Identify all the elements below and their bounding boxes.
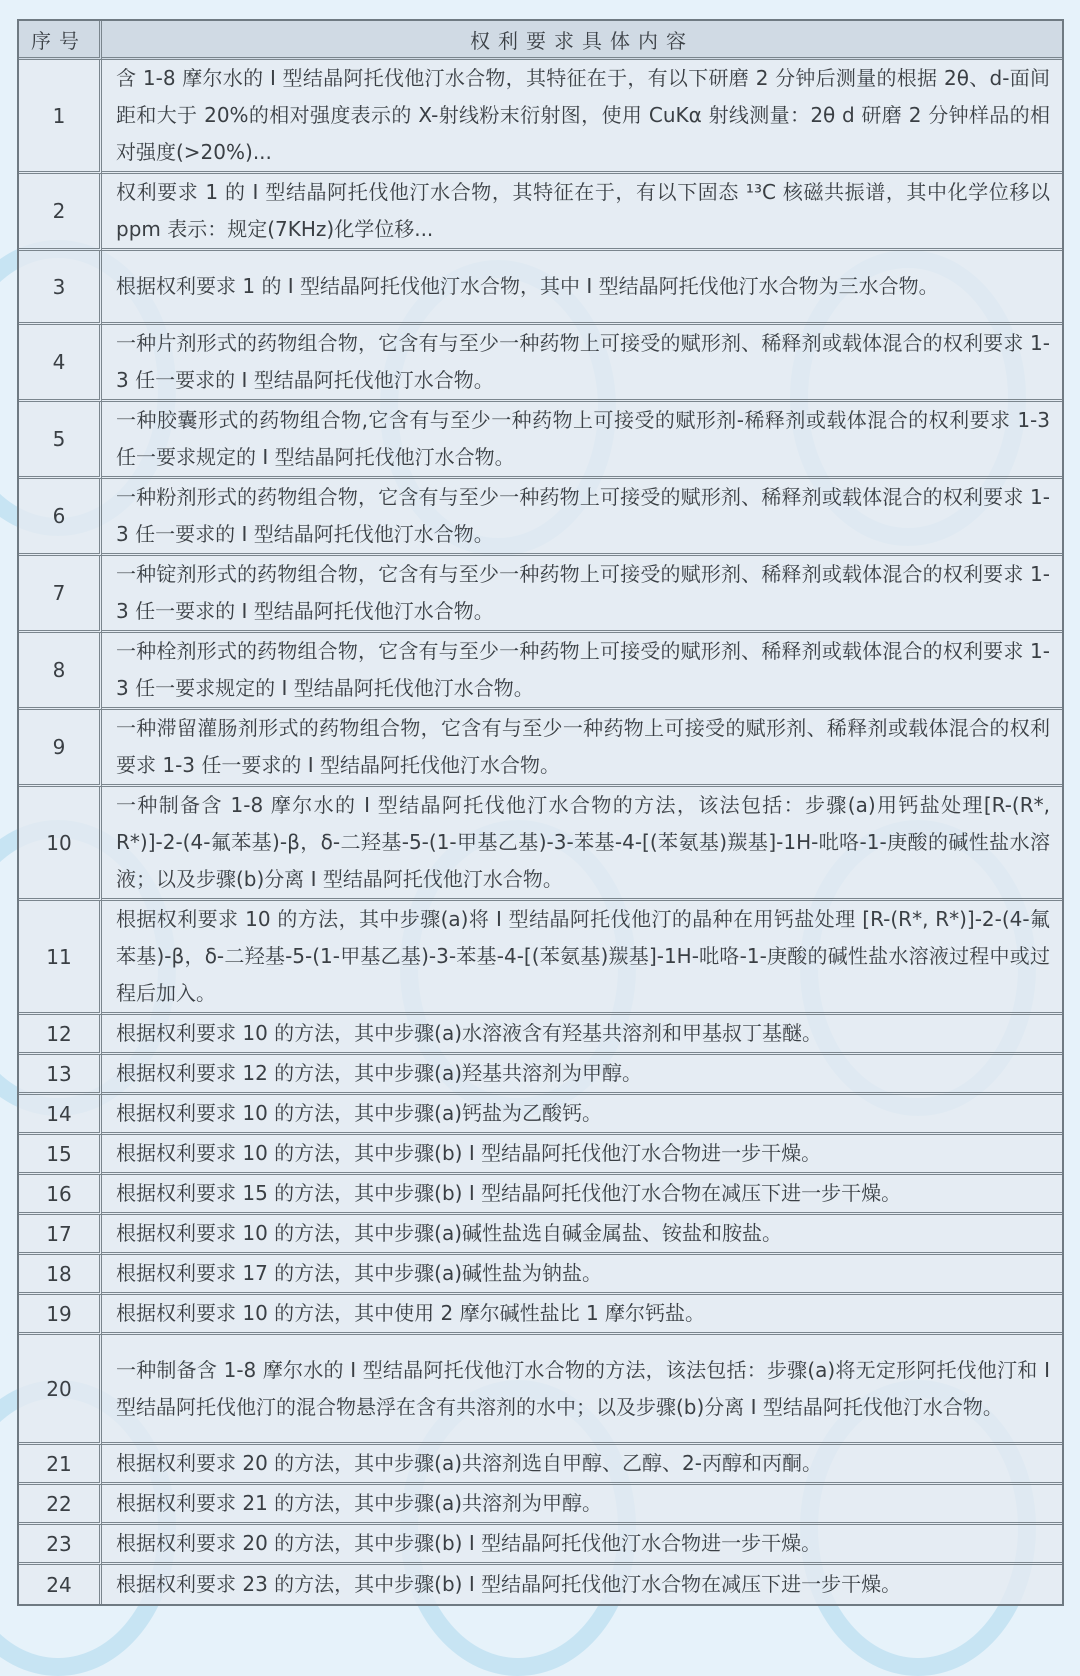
- claim-text: 根据权利要求 10 的方法，其中步骤(a)将 I 型结晶阿托伐他汀的晶种在用钙盐处理 [R-(R*, R*)]-2-(4-氟苯基)-β，δ-二羟基-5-(1-甲基乙基)-3-苯基-4-[(苯氨基)羰基]-1H-吡咯-1-庚酸的碱性盐水溶液过程中或过程后加入。: [102, 901, 1062, 1015]
- claim-number: 11: [19, 901, 102, 1015]
- claim-number: 23: [19, 1525, 102, 1565]
- table-row: [19, 1215, 1062, 1255]
- table-row: [19, 174, 1062, 251]
- table-row: [19, 787, 1062, 901]
- table-row: [19, 1525, 1062, 1565]
- header-claim-content: 权利要求具体内容: [102, 21, 1062, 60]
- claim-number: 16: [19, 1175, 102, 1215]
- table-row: [19, 901, 1062, 1015]
- claim-number: 24: [19, 1565, 102, 1604]
- claim-number: 13: [19, 1055, 102, 1095]
- claim-number: 10: [19, 787, 102, 901]
- table-row: [19, 1565, 1062, 1604]
- claim-text: 一种制备含 1-8 摩尔水的 I 型结晶阿托伐他汀水合物的方法，该法包括：步骤(a)将无定形阿托伐他汀和 I 型结晶阿托伐他汀的混合物悬浮在含有共溶剂的水中；以及步骤(b)分离 I 型结晶阿托伐他汀水合物。: [102, 1335, 1062, 1445]
- claim-number: 2: [19, 174, 102, 251]
- table-row: [19, 479, 1062, 556]
- table-row: [19, 402, 1062, 479]
- claim-text: 根据权利要求 10 的方法，其中步骤(a)水溶液含有羟基共溶剂和甲基叔丁基醚。: [102, 1015, 1062, 1055]
- claim-number: 9: [19, 710, 102, 787]
- claim-number: 3: [19, 251, 102, 325]
- claim-text: 一种锭剂形式的药物组合物，它含有与至少一种药物上可接受的赋形剂、稀释剂或载体混合的权利要求 1-3 任一要求的 I 型结晶阿托伐他汀水合物。: [102, 556, 1062, 633]
- claim-text: 一种制备含 1-8 摩尔水的 I 型结晶阿托伐他汀水合物的方法，该法包括：步骤(a)用钙盐处理[R-(R*, R*)]-2-(4-氟苯基)-β，δ-二羟基-5-(1-甲基乙基)-3-苯基-4-[(苯氨基)羰基]-1H-吡咯-1-庚酸的碱性盐水溶液；以及步骤(b)分离 I 型结晶阿托伐他汀水合物。: [102, 787, 1062, 901]
- table-row: [19, 1175, 1062, 1215]
- claim-text: 根据权利要求 12 的方法，其中步骤(a)羟基共溶剂为甲醇。: [102, 1055, 1062, 1095]
- header-serial-number: 序号: [19, 21, 102, 60]
- claim-number: 18: [19, 1255, 102, 1295]
- claim-number: 22: [19, 1485, 102, 1525]
- claim-number: 19: [19, 1295, 102, 1335]
- table-row: [19, 556, 1062, 633]
- table-row: [19, 325, 1062, 402]
- claim-number: 8: [19, 633, 102, 710]
- claim-text: 一种胶囊形式的药物组合物,它含有与至少一种药物上可接受的赋形剂-稀释剂或载体混合的权利要求 1-3 任一要求规定的 I 型结晶阿托伐他汀水合物。: [102, 402, 1062, 479]
- table-row: [19, 1015, 1062, 1055]
- claim-text: 根据权利要求 17 的方法，其中步骤(a)碱性盐为钠盐。: [102, 1255, 1062, 1295]
- claim-number: 20: [19, 1335, 102, 1445]
- claim-text: 根据权利要求 10 的方法，其中步骤(b) I 型结晶阿托伐他汀水合物进一步干燥。: [102, 1135, 1062, 1175]
- claim-text: 含 1-8 摩尔水的 I 型结晶阿托伐他汀水合物，其特征在于，有以下研磨 2 分钟后测量的根据 2θ、d-面间距和大于 20%的相对强度表示的 X-射线粉末衍射图，使用 CuKα 射线测量：2θ d 研磨 2 分钟样品的相对强度(>20%)...: [102, 60, 1062, 174]
- table-row: [19, 251, 1062, 325]
- claim-text: 一种片剂形式的药物组合物，它含有与至少一种药物上可接受的赋形剂、稀释剂或载体混合的权利要求 1-3 任一要求的 I 型结晶阿托伐他汀水合物。: [102, 325, 1062, 402]
- claim-text: 根据权利要求 20 的方法，其中步骤(b) I 型结晶阿托伐他汀水合物进一步干燥。: [102, 1525, 1062, 1565]
- table-row: [19, 1135, 1062, 1175]
- claim-number: 5: [19, 402, 102, 479]
- claim-number: 14: [19, 1095, 102, 1135]
- claim-number: 21: [19, 1445, 102, 1485]
- claim-number: 4: [19, 325, 102, 402]
- claim-text: 根据权利要求 10 的方法，其中使用 2 摩尔碱性盐比 1 摩尔钙盐。: [102, 1295, 1062, 1335]
- table-row: [19, 1255, 1062, 1295]
- claim-text: 根据权利要求 10 的方法，其中步骤(a)碱性盐选自碱金属盐、铵盐和胺盐。: [102, 1215, 1062, 1255]
- claim-number: 1: [19, 60, 102, 174]
- claim-text: 根据权利要求 23 的方法，其中步骤(b) I 型结晶阿托伐他汀水合物在减压下进一步干燥。: [116, 1572, 902, 1596]
- claim-text: 一种滞留灌肠剂形式的药物组合物，它含有与至少一种药物上可接受的赋形剂、稀释剂或载体混合的权利要求 1-3 任一要求的 I 型结晶阿托伐他汀水合物。: [102, 710, 1062, 787]
- table-row: [19, 1445, 1062, 1485]
- claim-text: 一种栓剂形式的药物组合物，它含有与至少一种药物上可接受的赋形剂、稀释剂或载体混合的权利要求 1-3 任一要求规定的 I 型结晶阿托伐他汀水合物。: [102, 633, 1062, 710]
- table-row: [19, 633, 1062, 710]
- claim-text: 一种粉剂形式的药物组合物，它含有与至少一种药物上可接受的赋形剂、稀释剂或载体混合的权利要求 1-3 任一要求的 I 型结晶阿托伐他汀水合物。: [102, 479, 1062, 556]
- claim-number: 15: [19, 1135, 102, 1175]
- table-header-row: [19, 21, 1062, 60]
- table-row: [19, 1055, 1062, 1095]
- claims-table: [17, 19, 1064, 1606]
- claim-text: 根据权利要求 21 的方法，其中步骤(a)共溶剂为甲醇。: [102, 1485, 1062, 1525]
- table-row: [19, 710, 1062, 787]
- claim-number: 17: [19, 1215, 102, 1255]
- claim-number: 12: [19, 1015, 102, 1055]
- claim-number: 7: [19, 556, 102, 633]
- claim-text: 根据权利要求 20 的方法，其中步骤(a)共溶剂选自甲醇、乙醇、2-丙醇和丙酮。: [102, 1445, 1062, 1485]
- table-row: [19, 60, 1062, 174]
- table-row: [19, 1485, 1062, 1525]
- claim-text: 根据权利要求 15 的方法，其中步骤(b) I 型结晶阿托伐他汀水合物在减压下进一步干燥。: [102, 1175, 1062, 1215]
- claim-text: 根据权利要求 1 的 I 型结晶阿托伐他汀水合物，其中 I 型结晶阿托伐他汀水合物为三水合物。: [102, 251, 1062, 325]
- table-row: [19, 1095, 1062, 1135]
- claim-number: 6: [19, 479, 102, 556]
- claims-table-body: [19, 60, 1062, 1604]
- claim-text: 根据权利要求 10 的方法，其中步骤(a)钙盐为乙酸钙。: [102, 1095, 1062, 1135]
- table-row: [19, 1295, 1062, 1335]
- claim-text: 权利要求 1 的 I 型结晶阿托伐他汀水合物，其特征在于，有以下固态 ¹³C 核磁共振谱，其中化学位移以 ppm 表示：规定(7KHz)化学位移...: [102, 174, 1062, 251]
- table-row: [19, 1335, 1062, 1445]
